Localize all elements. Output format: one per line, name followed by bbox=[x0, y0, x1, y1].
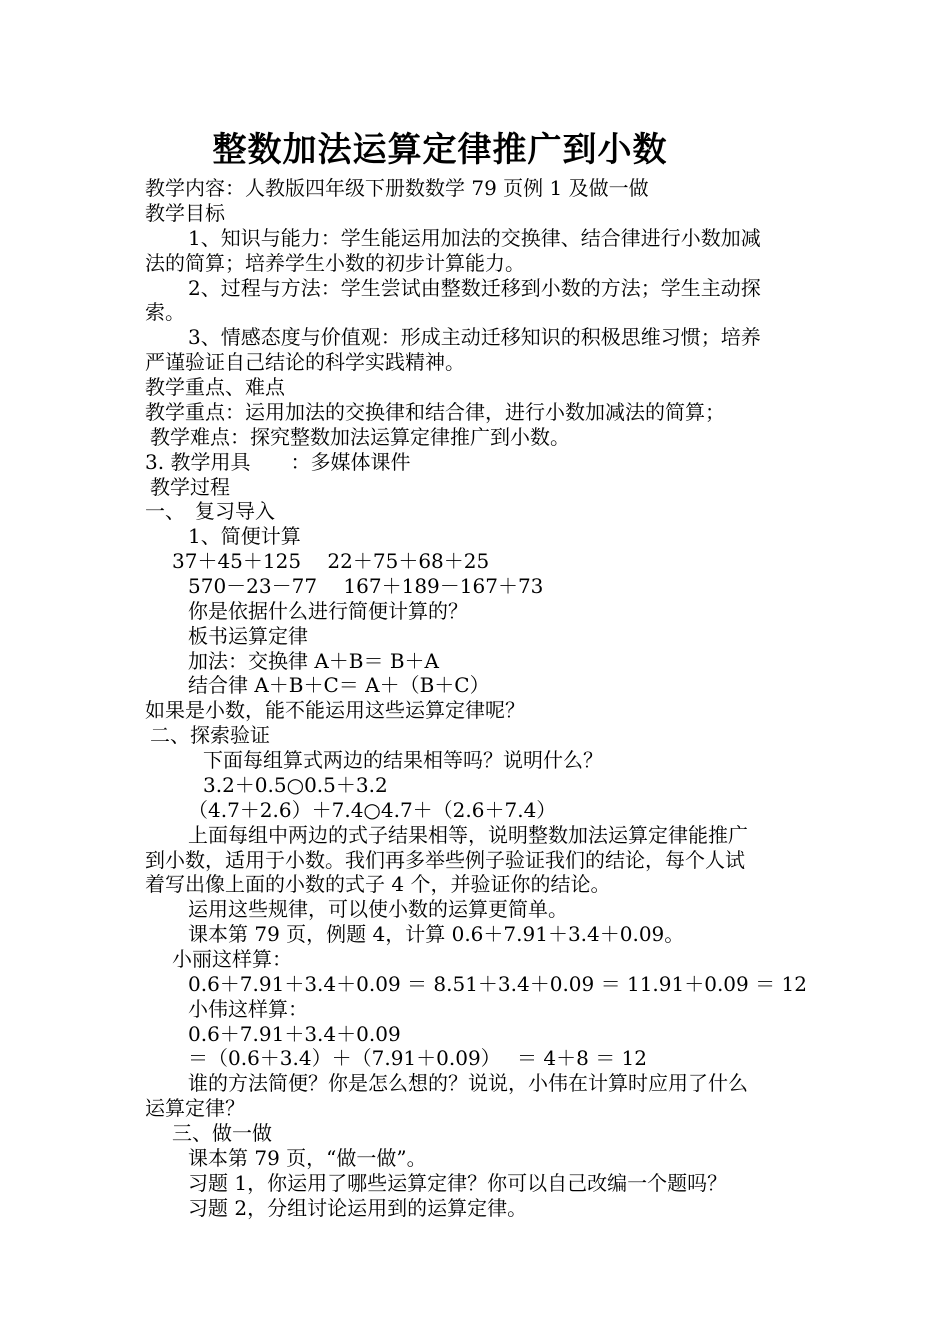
text-line: 2、过程与方法：学生尝试由整数迁移到小数的方法；学生主动探 bbox=[188, 276, 761, 300]
math-line: 加法：交换律 A＋B＝ B＋A bbox=[188, 649, 439, 673]
math-line: 0.6＋7.91＋3.4＋0.09 bbox=[188, 1022, 401, 1046]
text-line: 到小数，适用于小数。我们再多举些例子验证我们的结论，每个人试 bbox=[145, 848, 745, 872]
text-line: 教学目标 bbox=[145, 201, 225, 225]
text-line: 板书运算定律 bbox=[188, 624, 308, 648]
section-heading: 一、 复习导入 bbox=[145, 499, 275, 523]
math-line: 结合律 A＋B＋C＝ A＋（B＋C） bbox=[188, 673, 490, 697]
text-line: 教学难点：探究整数加法运算定律推广到小数。 bbox=[150, 425, 570, 449]
text-line: 1、知识与能力：学生能运用加法的交换律、结合律进行小数加减 bbox=[188, 226, 761, 250]
text-line: 3. 教学用具 ：多媒体课件 bbox=[145, 450, 411, 474]
math-line: （4.7＋2.6）＋7.4○4.7＋（2.6＋7.4） bbox=[188, 798, 557, 822]
section-heading: 教学过程 bbox=[150, 475, 230, 499]
text-line: 着写出像上面的小数的式子 4 个，并验证你的结论。 bbox=[145, 872, 611, 896]
text-line: 教学内容：人教版四年级下册数数学 79 页例 1 及做一做 bbox=[145, 176, 649, 200]
text-line: 运用这些规律，可以使小数的运算更简单。 bbox=[188, 897, 568, 921]
text-line: 1、简便计算 bbox=[188, 524, 301, 548]
math-line: 37＋45＋125 22＋75＋68＋25 bbox=[172, 549, 490, 573]
section-heading: 教学重点、难点 bbox=[145, 375, 285, 399]
text-line: 习题 1，你运用了哪些运算定律？你可以自己改编一个题吗？ bbox=[188, 1171, 728, 1195]
text-line: 下面每组算式两边的结果相等吗？说明什么？ bbox=[203, 748, 603, 772]
section-heading: 三、做一做 bbox=[172, 1121, 272, 1145]
math-line: ＝（0.6＋3.4）＋（7.91＋0.09） ＝ 4＋8 ＝ 12 bbox=[188, 1046, 648, 1070]
text-line: 课本第 79 页，例题 4，计算 0.6＋7.91＋3.4＋0.09。 bbox=[188, 922, 685, 946]
text-line: 法的简算；培养学生小数的初步计算能力。 bbox=[145, 251, 525, 275]
text-line: 谁的方法简便？你是怎么想的？说说，小伟在计算时应用了什么 bbox=[188, 1071, 748, 1095]
math-line: 570－23－77 167＋189－167＋73 bbox=[188, 574, 544, 598]
text-line: 习题 2，分组讨论运用到的运算定律。 bbox=[188, 1196, 528, 1220]
section-heading: 二、探索验证 bbox=[150, 723, 270, 747]
document-title: 整数加法运算定律推广到小数 bbox=[212, 130, 668, 170]
text-line: 小丽这样算： bbox=[172, 947, 292, 971]
text-line: 上面每组中两边的式子结果相等，说明整数加法运算定律能推广 bbox=[188, 823, 748, 847]
text-line: 你是依据什么进行简便计算的？ bbox=[188, 599, 468, 623]
text-line: 3、情感态度与价值观：形成主动迁移知识的积极思维习惯；培养 bbox=[188, 325, 761, 349]
text-line: 如果是小数，能不能运用这些运算定律呢？ bbox=[145, 698, 525, 722]
text-line: 课本第 79 页，“做一做”。 bbox=[188, 1146, 427, 1170]
text-line: 运算定律？ bbox=[145, 1096, 245, 1120]
math-line: 0.6＋7.91＋3.4＋0.09 ＝ 8.51＋3.4＋0.09 ＝ 11.91＋0.09 ＝ 12 bbox=[188, 972, 807, 996]
math-line: 3.2＋0.5○0.5＋3.2 bbox=[203, 773, 388, 797]
text-line: 严谨验证自己结论的科学实践精神。 bbox=[145, 350, 465, 374]
text-line: 小伟这样算： bbox=[188, 997, 308, 1021]
text-line: 索。 bbox=[145, 300, 185, 324]
text-line: 教学重点：运用加法的交换律和结合律，进行小数加减法的简算； bbox=[145, 400, 725, 424]
